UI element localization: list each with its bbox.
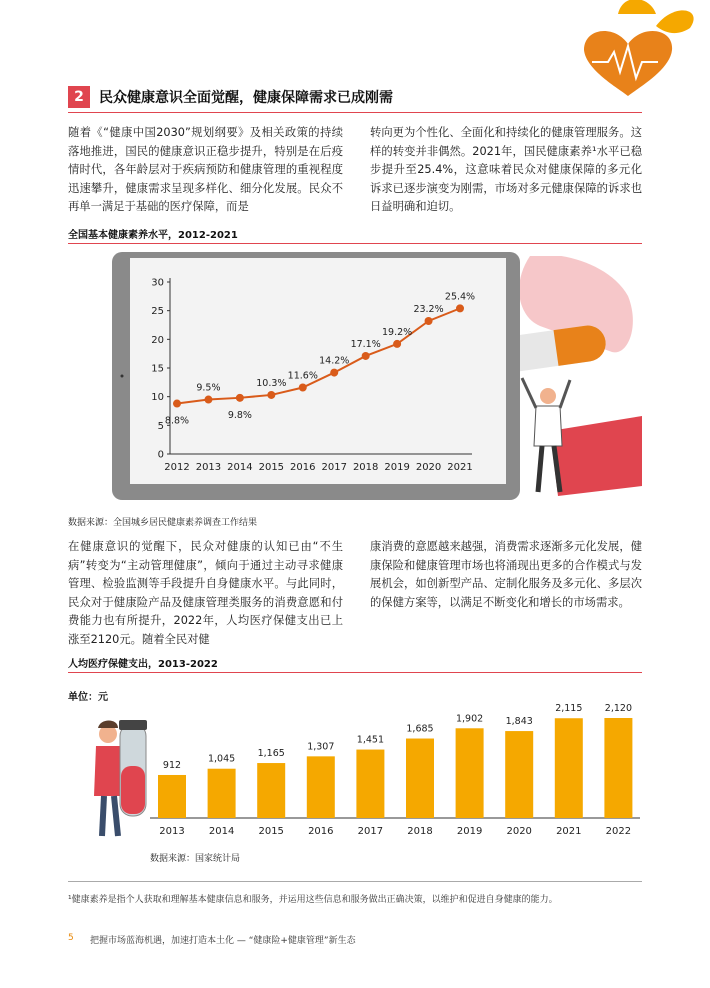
data-label: 23.2% xyxy=(413,303,444,315)
x-tick-label: 2018 xyxy=(352,462,379,473)
category-label: 2018 xyxy=(407,826,433,837)
bar xyxy=(456,728,484,818)
bar-value-label: 1,843 xyxy=(505,716,533,728)
bar xyxy=(307,756,335,818)
bar xyxy=(555,718,583,818)
category-label: 2021 xyxy=(556,826,582,837)
bar xyxy=(208,769,236,818)
data-point xyxy=(393,340,401,348)
x-tick-label: 2021 xyxy=(447,462,473,473)
data-point xyxy=(173,400,181,408)
chart2-divider xyxy=(68,672,642,673)
data-point xyxy=(236,394,244,402)
data-label: 11.6% xyxy=(287,370,318,382)
chart1-source: 数据来源：全国城乡居民健康素养调查工作结果 xyxy=(68,518,258,528)
bar xyxy=(356,750,384,818)
x-tick-label: 2017 xyxy=(321,462,347,473)
y-tick-label: 5 xyxy=(157,420,164,432)
category-label: 2013 xyxy=(159,826,185,837)
data-label: 9.8% xyxy=(227,409,252,421)
footer-text: 把握市场蓝海机遇，加速打造本土化 — “健康险+健康管理”新生态 xyxy=(90,936,356,946)
footnote-divider xyxy=(68,881,642,882)
bar-value-label: 1,307 xyxy=(307,741,335,753)
category-label: 2017 xyxy=(357,826,384,837)
chart1-divider xyxy=(68,243,642,244)
bar-value-label: 1,685 xyxy=(406,723,434,735)
bar-value-label: 1,451 xyxy=(356,734,385,746)
bar-value-label: 912 xyxy=(162,759,182,771)
data-point xyxy=(362,352,370,360)
x-tick-label: 2012 xyxy=(164,462,190,473)
y-tick-label: 30 xyxy=(151,277,164,289)
data-point xyxy=(267,391,275,399)
section-title: 民众健康意识全面觉醒，健康保障需求已成刚需 xyxy=(99,90,393,106)
bar-value-label: 2,115 xyxy=(555,703,583,715)
data-label: 14.2% xyxy=(319,355,350,367)
chart1-title: 全国基本健康素养水平，2012-2021 xyxy=(68,230,238,241)
y-tick-label: 10 xyxy=(151,392,164,404)
data-label: 25.4% xyxy=(444,291,476,303)
intro-left-paragraph: 随着《“健康中国2030”规划纲要》及相关政策的持续落地推进，国民的健康意识正稳步提升，特别是在后疫情时代，各年龄层对于疾病预防和健康管理的重视程度迅速攀升，健康需求呈现多样化、细分化发展。民众不再单一满足于基础的医疗保障，而是 xyxy=(68,126,343,214)
y-tick-label: 20 xyxy=(151,334,164,346)
middle-left-paragraph: 在健康意识的觉醒下，民众对健康的认知已由“不生病”转变为“主动管理健康”，倾向于通过主动寻求健康管理、检验监测等手段提升自身健康水平。与此同时，民众对于健康险产品及健康管理类服务的消费意愿和付费能力也有所提升，2022年，人均医疗保健支出已上涨至2120元。随着全民对健 xyxy=(68,540,343,646)
data-label: 19.2% xyxy=(382,326,413,338)
category-label: 2016 xyxy=(308,826,334,837)
data-label: 10.3% xyxy=(256,377,287,389)
x-tick-label: 2020 xyxy=(415,462,442,473)
heart-logo-icon xyxy=(578,0,710,96)
category-label: 2022 xyxy=(605,826,632,837)
y-tick-label: 0 xyxy=(157,449,164,461)
footnote: ¹健康素养是指个人获取和理解基本健康信息和服务，并运用这些信息和服务做出正确决策，以维护和促进自身健康的能力。 xyxy=(68,895,558,905)
bar-value-label: 1,045 xyxy=(207,753,236,765)
data-point xyxy=(299,383,307,391)
data-point xyxy=(204,396,212,404)
chart2-unit: 单位：元 xyxy=(68,692,108,703)
bar xyxy=(406,739,434,818)
chart2-bar-chart xyxy=(150,696,640,844)
data-point xyxy=(456,304,464,312)
category-label: 2020 xyxy=(506,826,532,837)
middle-right-paragraph: 康消费的意愿越来越强，消费需求逐渐多元化发展，健康保险和健康管理市场也将涌现出更多的合作模式与发展机会，如创新型产品、定制化服务及多元化、多层次的保健方案等，以满足不断变化和增长的市场需求。 xyxy=(370,540,642,609)
category-label: 2019 xyxy=(456,826,483,837)
bar xyxy=(158,775,186,818)
x-tick-label: 2013 xyxy=(195,462,222,473)
x-tick-label: 2015 xyxy=(258,462,285,473)
bar-value-label: 2,120 xyxy=(604,703,633,714)
x-tick-label: 2016 xyxy=(290,462,316,473)
bar-value-label: 1,165 xyxy=(257,748,285,760)
data-label: 8.8% xyxy=(164,415,190,427)
data-label: 17.1% xyxy=(350,338,381,350)
bar xyxy=(604,718,632,818)
x-tick-label: 2019 xyxy=(384,462,410,473)
intro-right-paragraph: 转向更为个性化、全面化和持续化的健康管理服务。这样的转变并非偶然。2021年，国民健康素养¹水平已稳步提升至25.4%，这意味着民众对健康保障的多元化诉求已逐步演变为刚需，市场对多元健康保障的诉求也日益明确和迫切。 xyxy=(370,126,642,214)
y-tick-label: 25 xyxy=(151,306,164,318)
page-number: 5 xyxy=(68,933,74,943)
section-number: 2 xyxy=(68,86,90,108)
data-label: 9.5% xyxy=(196,382,221,394)
chart2-source: 数据来源：国家统计局 xyxy=(150,854,241,864)
chart1-line-chart xyxy=(110,250,522,502)
x-tick-label: 2014 xyxy=(227,462,253,473)
bar-value-label: 1,902 xyxy=(455,713,484,725)
data-point xyxy=(330,369,338,377)
header-divider xyxy=(68,112,642,113)
data-point xyxy=(425,317,433,325)
category-label: 2014 xyxy=(208,826,235,837)
chart2-title: 人均医疗保健支出，2013-2022 xyxy=(68,659,218,670)
bar xyxy=(257,763,285,818)
bar xyxy=(505,731,533,818)
tablet-camera-icon xyxy=(121,375,124,378)
y-tick-label: 15 xyxy=(151,363,164,375)
category-label: 2015 xyxy=(258,826,284,837)
